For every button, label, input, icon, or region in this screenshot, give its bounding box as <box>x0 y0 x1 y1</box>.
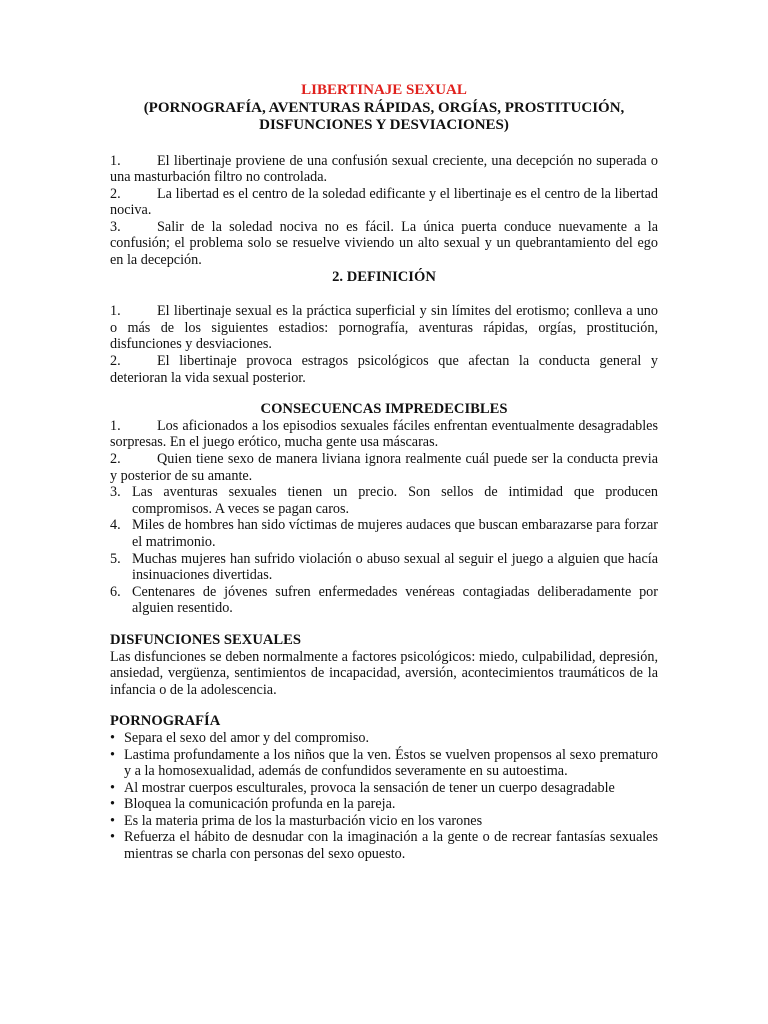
document-subtitle-line-2: DISFUNCIONES Y DESVIACIONES) <box>259 117 509 133</box>
list-item: • Al mostrar cuerpos esculturales, provoca la sensación de tener un cuerpo desagradable <box>110 779 615 796</box>
list-item: 2. El libertinaje provoca estragos psicológicos que afectan la conducta general y deterioran la vida sexual posterior. <box>110 353 658 386</box>
list-item: • Es la materia prima de los la masturbación vicio en los varones <box>110 812 483 829</box>
list-item: 4. Miles de hombres han sido víctimas de mujeres audaces que buscan embarazarse para forzar el matrimonio. <box>110 517 658 550</box>
list-item: 2. Quien tiene sexo de manera liviana ignora realmente cuál puede ser la conducta previa y posterior de su amante. <box>110 451 658 484</box>
bullet-icon: • <box>110 812 115 829</box>
pornografia-list <box>110 730 658 863</box>
bullet-icon: • <box>110 779 115 796</box>
list-item: • Refuerza el hábito de desnudar con la imaginación a la gente o de recrear fantasías sexuales mientras se charla con personas del sexo opuesto. <box>110 829 658 863</box>
list-item: 5. Muchas mujeres han sufrido violación o abuso sexual al seguir el juego a alguien que hacía insinuaciones divertidas. <box>110 550 658 584</box>
document-title: LIBERTINAJE SEXUAL <box>301 82 467 98</box>
definicion-list <box>110 303 658 386</box>
heading-disfunciones: DISFUNCIONES SEXUALES <box>110 631 301 648</box>
list-item: • Separa el sexo del amor y del compromiso. <box>110 729 370 746</box>
bullet-icon: • <box>110 729 115 746</box>
list-item: • Bloquea la comunicación profunda en la pareja. <box>110 796 396 813</box>
bullet-icon: • <box>110 829 115 846</box>
list-item: 1. El libertinaje sexual es la práctica superficial y sin límites del erotismo; conlleva a uno o más de los siguientes estadios: pornografía, aventuras rápidas, orgías, prostitución, disfunciones y desviaciones. <box>110 303 658 353</box>
heading-consecuencias: CONSECUENCAS IMPREDECIBLES <box>260 401 508 418</box>
document-subtitle-line-1: (PORNOGRAFÍA, AVENTURAS RÁPIDAS, ORGÍAS, PROSTITUCIÓN, <box>143 99 625 116</box>
heading-pornografia: PORNOGRAFÍA <box>110 713 221 730</box>
list-item: 6. Centenares de jóvenes sufren enfermedades venéreas contagiadas deliberadamente por alguien resentido. <box>110 583 658 617</box>
list-item: 1. El libertinaje proviene de una confusión sexual creciente, una decepción no superada o una masturbación filtro no controlada. <box>110 152 658 186</box>
list-item: 3. Salir de la soledad nociva no es fácil. La única puerta conduce nuevamente a la confusión; el problema solo se resuelve viviendo un alto sexual y un quebrantamiento del ego en la decepción. <box>110 218 658 269</box>
document-body <box>110 82 658 863</box>
bullet-icon: • <box>110 746 115 763</box>
list-item: 1. Los aficionados a los episodios sexuales fáciles enfrentan eventualmente desagradables sorpresas. En el juego erótico, mucha gente usa máscaras. <box>110 417 658 451</box>
list-item: 2. La libertad es el centro de la soledad edificante y el libertinaje es el centro de la libertad nociva. <box>110 185 658 219</box>
disfunciones-paragraph: Las disfunciones se deben normalmente a factores psicológicos: miedo, culpabilidad, depresión, ansiedad, vergüenza, sentimientos de incapacidad, aversión, acontecimientos traumáticos de la infancia o de la adolescencia. <box>110 648 658 698</box>
consecuencias-list <box>110 418 658 617</box>
intro-list <box>110 153 658 269</box>
list-item: • Lastima profundamente a los niños que la ven. Éstos se vuelven propensos al sexo prematuro y a la homosexualidad, además de confundidos severamente en su autoestima. <box>110 746 658 780</box>
bullet-icon: • <box>110 796 115 813</box>
heading-definicion: 2. DEFINICIÓN <box>332 268 436 285</box>
list-item: 3. Las aventuras sexuales tienen un precio. Son sellos de intimidad que producen compromisos. A veces se pagan caros. <box>110 484 658 517</box>
